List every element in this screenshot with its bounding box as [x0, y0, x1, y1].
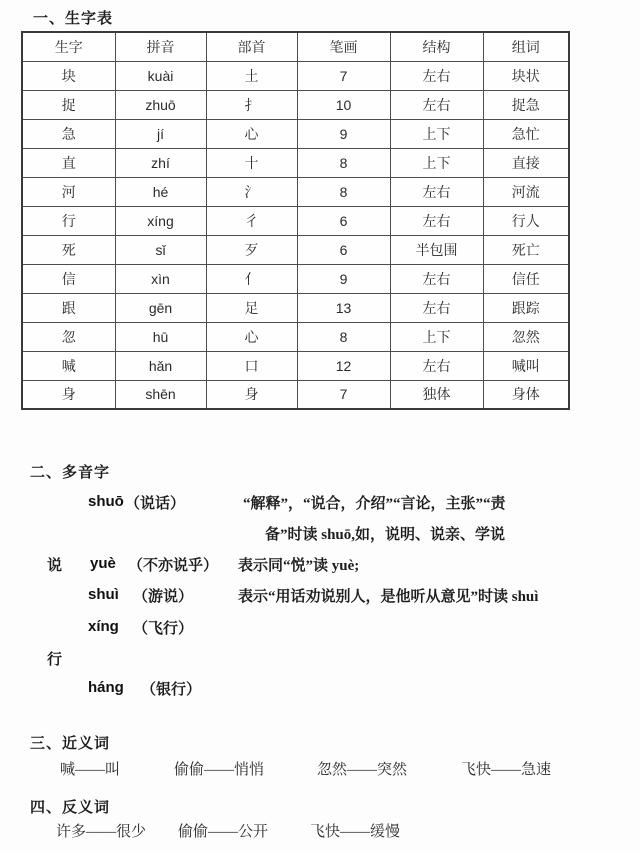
table-cell: 死亡 [483, 235, 569, 264]
table-cell: 口 [206, 351, 297, 380]
table-row [22, 177, 569, 206]
vocab-table [21, 31, 570, 410]
table-row [22, 119, 569, 148]
table-cell: 9 [297, 119, 390, 148]
table-cell: 独体 [390, 380, 483, 409]
table-cell: hǎn [115, 351, 206, 380]
example-shui: （游说） [133, 589, 194, 605]
table-cell: 7 [297, 380, 390, 409]
table-cell: 河流 [483, 177, 569, 206]
table-cell: 7 [297, 61, 390, 90]
table-cell: hū [115, 322, 206, 351]
table-cell: 左右 [390, 177, 483, 206]
pinyin-hang: háng [88, 679, 124, 696]
table-cell: 13 [297, 293, 390, 322]
pinyin-shui: shuì [88, 586, 119, 603]
table-cell: 亻 [206, 264, 297, 293]
table-cell: 8 [297, 148, 390, 177]
table-row [22, 293, 569, 322]
polyphonic-char-xing: 行 [47, 652, 64, 668]
table-cell: zhí [115, 148, 206, 177]
antonym-pair: 飞快——缓慢 [310, 824, 401, 840]
table-cell: hé [115, 177, 206, 206]
table-cell: 跟踪 [483, 293, 569, 322]
table-cell: 6 [297, 206, 390, 235]
synonym-pair: 忽然——突然 [317, 762, 408, 778]
table-cell: 直 [22, 148, 115, 177]
table-body [22, 61, 569, 409]
table-cell: 行人 [483, 206, 569, 235]
table-cell: 身 [22, 380, 115, 409]
synonym-pair: 飞快——急速 [461, 762, 552, 778]
table-header-cell: 结构 [390, 32, 483, 61]
table-cell: 忽然 [483, 322, 569, 351]
synonym-pair: 喊——叫 [60, 762, 121, 778]
table-cell: 心 [206, 322, 297, 351]
table-cell: 左右 [390, 264, 483, 293]
table-row [22, 90, 569, 119]
table-cell: 直接 [483, 148, 569, 177]
table-cell: 块状 [483, 61, 569, 90]
table-header-cell: 拼音 [115, 32, 206, 61]
table-cell: 河 [22, 177, 115, 206]
example-hang: （银行） [141, 682, 202, 698]
pinyin-yue: yuè [90, 555, 116, 572]
desc-yue: 表示同“悦”读 yuè; [238, 558, 360, 574]
table-cell: 8 [297, 177, 390, 206]
table-cell: 身体 [483, 380, 569, 409]
table-cell: 行 [22, 206, 115, 235]
table-cell: 急忙 [483, 119, 569, 148]
table-cell: 6 [297, 235, 390, 264]
synonyms-row [0, 758, 640, 778]
table-row [22, 235, 569, 264]
section-title-polyphonic: 二、多音字 [30, 465, 111, 481]
table-cell: gēn [115, 293, 206, 322]
table-cell: 死 [22, 235, 115, 264]
table-cell: 心 [206, 119, 297, 148]
antonyms-row [0, 820, 640, 840]
table-header-cell: 部首 [206, 32, 297, 61]
antonym-pair: 许多——很少 [56, 824, 147, 840]
table-row [22, 351, 569, 380]
table-cell: xíng [115, 206, 206, 235]
table-header-cell: 生字 [22, 32, 115, 61]
pinyin-shuo: shuō [88, 493, 124, 510]
table-header-cell: 笔画 [297, 32, 390, 61]
table-cell: 十 [206, 148, 297, 177]
table-cell: 8 [297, 322, 390, 351]
example-yue: （不亦说乎） [128, 558, 219, 574]
table-row [22, 380, 569, 409]
desc-shui: 表示“用话劝说别人，是他听从意见”时读 shuì [238, 589, 539, 605]
table-cell: 身 [206, 380, 297, 409]
pinyin-xing: xíng [88, 618, 119, 635]
table-cell: 半包围 [390, 235, 483, 264]
table-row [22, 264, 569, 293]
table-cell: 喊叫 [483, 351, 569, 380]
table-cell: 信任 [483, 264, 569, 293]
table-cell: 左右 [390, 206, 483, 235]
table-cell: 左右 [390, 90, 483, 119]
section-title-antonyms: 四、反义词 [30, 800, 111, 816]
table-cell: zhuō [115, 90, 206, 119]
desc-shuo-line2: 备”时读 shuō,如，说明、说亲、学说 [265, 527, 506, 543]
table-header-cell: 组词 [483, 32, 569, 61]
table-cell: 左右 [390, 293, 483, 322]
table-cell: sǐ [115, 235, 206, 264]
table-row [22, 206, 569, 235]
section-title-synonyms: 三、近义词 [30, 736, 111, 752]
table-cell: 上下 [390, 322, 483, 351]
table-cell: 跟 [22, 293, 115, 322]
polyphonic-char-shuo: 说 [47, 558, 64, 574]
section-title-vocab-table: 一、生字表 [33, 11, 114, 27]
table-cell: 12 [297, 351, 390, 380]
table-cell: 上下 [390, 148, 483, 177]
table-cell: 足 [206, 293, 297, 322]
example-xing: （飞行） [133, 621, 194, 637]
table-row [22, 148, 569, 177]
desc-shuo-line1: “解释”，“说合，介绍”“言论，主张”“责 [243, 496, 506, 512]
table-cell: kuài [115, 61, 206, 90]
synonym-pair: 偷偷——悄悄 [174, 762, 265, 778]
table-cell: xìn [115, 264, 206, 293]
table-cell: 9 [297, 264, 390, 293]
table-cell: 歹 [206, 235, 297, 264]
table-cell: 10 [297, 90, 390, 119]
table-header-row [22, 32, 569, 61]
table-row [22, 61, 569, 90]
table-cell: jí [115, 119, 206, 148]
table-row [22, 322, 569, 351]
table-cell: 彳 [206, 206, 297, 235]
table-cell: shēn [115, 380, 206, 409]
table-cell: 块 [22, 61, 115, 90]
table-cell: 忽 [22, 322, 115, 351]
table-cell: 土 [206, 61, 297, 90]
example-shuo: （说话） [125, 496, 186, 512]
table-cell: 氵 [206, 177, 297, 206]
table-cell: 左右 [390, 351, 483, 380]
table-cell: 捉急 [483, 90, 569, 119]
table-cell: 上下 [390, 119, 483, 148]
table-cell: 捉 [22, 90, 115, 119]
table-cell: 左右 [390, 61, 483, 90]
table-cell: 扌 [206, 90, 297, 119]
table-cell: 信 [22, 264, 115, 293]
table-cell: 急 [22, 119, 115, 148]
antonym-pair: 偷偷——公开 [178, 824, 269, 840]
table-cell: 喊 [22, 351, 115, 380]
